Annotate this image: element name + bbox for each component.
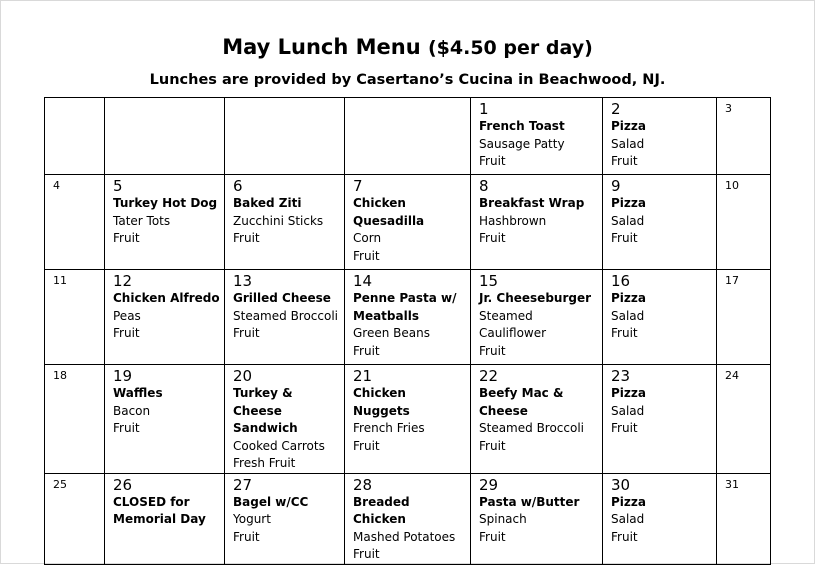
day-number: 17 xyxy=(725,274,739,287)
side-item: Fruit xyxy=(353,547,380,561)
side-item: French Fries xyxy=(353,421,425,435)
side-item: Fruit xyxy=(479,438,506,453)
side-item: Steamed Cauliflower xyxy=(479,308,547,340)
title-main: May Lunch Menu xyxy=(222,35,421,59)
side-item: Salad xyxy=(611,308,645,323)
side-item: Green Beans xyxy=(353,326,430,340)
saturday-cell xyxy=(717,365,771,474)
main-dish: Pizza xyxy=(611,196,646,210)
main-dish: Pizza xyxy=(611,119,646,133)
main-dish: CLOSED for Memorial Day xyxy=(113,494,206,526)
side-item: Fruit xyxy=(353,438,380,453)
side-item: Mashed Potatoes xyxy=(353,529,456,544)
day-number: 7 xyxy=(353,177,363,195)
week-row xyxy=(45,365,771,474)
day-cell xyxy=(105,270,225,365)
day-number: 18 xyxy=(53,369,67,382)
side-item: Fruit xyxy=(479,231,506,245)
menu-calendar xyxy=(44,97,771,565)
side-item: Yogurt xyxy=(233,512,271,526)
side-item: Fruit xyxy=(233,529,260,544)
side-item: Fruit xyxy=(233,326,260,340)
day-number: 24 xyxy=(725,369,739,382)
side-item: Fruit xyxy=(113,326,140,340)
side-item: Fruit xyxy=(611,154,638,168)
day-number: 27 xyxy=(233,475,253,494)
day-cell xyxy=(603,473,717,564)
main-dish: Chicken Quesadilla xyxy=(353,196,425,228)
day-number: 10 xyxy=(725,179,739,192)
sunday-cell xyxy=(45,473,105,564)
main-dish: Jr. Cheeseburger xyxy=(479,291,592,305)
day-cell xyxy=(345,175,471,270)
day-number: 22 xyxy=(479,367,499,385)
day-cell xyxy=(603,270,717,365)
day-cell xyxy=(225,98,345,175)
side-item: Fruit xyxy=(611,421,638,435)
day-cell xyxy=(105,365,225,474)
title-price: ($4.50 per day) xyxy=(428,37,593,59)
saturday-cell xyxy=(717,98,771,175)
sunday-cell xyxy=(45,175,105,270)
main-dish: French Toast xyxy=(479,119,565,133)
side-item: Hashbrown xyxy=(479,213,547,228)
main-dish: Turkey & Cheese Sandwich xyxy=(233,386,298,435)
side-item: Fruit xyxy=(479,154,506,168)
day-cell xyxy=(225,175,345,270)
day-cell xyxy=(225,270,345,365)
day-cell xyxy=(471,473,603,564)
side-item: Salad xyxy=(611,213,645,228)
week-row xyxy=(45,270,771,365)
main-dish: Pizza xyxy=(611,494,646,509)
side-item: Fruit xyxy=(611,231,638,245)
main-dish: Pizza xyxy=(611,291,646,305)
main-dish: Beefy Mac & Cheese xyxy=(479,386,564,418)
day-number: 23 xyxy=(611,367,631,385)
side-item: Zucchini Sticks xyxy=(233,213,324,228)
day-number: 11 xyxy=(53,274,67,287)
main-dish: Pizza xyxy=(611,386,646,400)
side-item: Spinach xyxy=(479,512,527,526)
day-number: 1 xyxy=(479,100,489,118)
side-item: Fruit xyxy=(353,343,380,358)
side-item: Fruit xyxy=(479,529,506,544)
sunday-cell xyxy=(45,365,105,474)
side-item: Fruit xyxy=(611,326,638,340)
main-dish: Breaded Chicken xyxy=(353,494,410,526)
side-item: Bacon xyxy=(113,403,151,418)
main-dish: Penne Pasta w/ Meatballs xyxy=(353,291,457,323)
side-item: Peas xyxy=(113,308,141,323)
day-number: 16 xyxy=(611,272,631,290)
side-item: Cooked Carrots xyxy=(233,438,325,453)
day-number: 28 xyxy=(353,475,373,494)
side-item: Salad xyxy=(611,136,645,151)
day-cell xyxy=(105,473,225,564)
day-number: 30 xyxy=(611,475,631,494)
day-cell xyxy=(471,365,603,474)
side-item: Steamed Broccoli xyxy=(233,308,339,323)
day-number xyxy=(53,100,100,102)
day-cell xyxy=(345,365,471,474)
sunday-cell xyxy=(45,270,105,365)
page-title xyxy=(0,34,815,61)
side-item: Fresh Fruit xyxy=(233,456,296,470)
main-dish: Pasta w/Butter xyxy=(479,494,580,509)
side-item: Fruit xyxy=(233,231,260,245)
day-cell xyxy=(105,98,225,175)
day-cell xyxy=(471,98,603,175)
page-subtitle: Lunches are provided by Casertano’s Cucina in Beachwood, NJ. xyxy=(149,72,666,88)
side-item: Fruit xyxy=(113,231,140,245)
side-item: Fruit xyxy=(479,343,506,358)
day-cell xyxy=(345,270,471,365)
day-number: 29 xyxy=(479,475,499,494)
day-number: 31 xyxy=(725,477,739,491)
day-cell xyxy=(345,98,471,175)
day-cell xyxy=(603,98,717,175)
week-row xyxy=(45,175,771,270)
main-dish: Grilled Cheese xyxy=(233,291,331,305)
week-row xyxy=(45,98,771,175)
day-number: 21 xyxy=(353,367,373,385)
day-number: 13 xyxy=(233,272,253,290)
day-number: 12 xyxy=(113,272,133,290)
day-number: 25 xyxy=(53,477,67,491)
day-number: 6 xyxy=(233,177,243,195)
main-dish: Breakfast Wrap xyxy=(479,196,585,210)
main-dish: Chicken Nuggets xyxy=(353,386,410,418)
day-number: 20 xyxy=(233,367,253,385)
side-item: Fruit xyxy=(113,421,140,435)
saturday-cell xyxy=(717,175,771,270)
saturday-cell xyxy=(717,270,771,365)
main-dish: Baked Ziti xyxy=(233,196,302,210)
side-item: Fruit xyxy=(611,529,638,544)
side-item: Tater Tots xyxy=(113,213,171,228)
day-number: 5 xyxy=(113,177,123,195)
day-cell xyxy=(603,365,717,474)
day-cell xyxy=(471,175,603,270)
day-cell xyxy=(345,473,471,564)
saturday-cell xyxy=(717,473,771,564)
day-cell xyxy=(105,175,225,270)
day-number: 14 xyxy=(353,272,373,290)
main-dish: Turkey Hot Dog xyxy=(113,196,218,210)
day-number: 9 xyxy=(611,177,621,195)
side-item: Steamed Broccoli xyxy=(479,421,585,435)
side-item: Corn xyxy=(353,231,382,245)
day-number: 19 xyxy=(113,367,133,385)
side-item: Salad xyxy=(611,403,645,418)
day-number: 4 xyxy=(53,179,60,192)
sunday-cell xyxy=(45,98,105,175)
main-dish: Waffles xyxy=(113,386,163,400)
day-cell xyxy=(225,473,345,564)
side-item: Fruit xyxy=(353,248,380,263)
day-number: 26 xyxy=(113,475,133,494)
day-number: 2 xyxy=(611,100,621,118)
day-number: 15 xyxy=(479,272,499,290)
day-cell xyxy=(471,270,603,365)
side-item: Sausage Patty xyxy=(479,136,565,151)
side-item: Salad xyxy=(611,512,645,526)
day-number: 8 xyxy=(479,177,489,195)
main-dish: Bagel w/CC xyxy=(233,494,309,509)
day-cell xyxy=(603,175,717,270)
day-number: 3 xyxy=(725,102,732,115)
main-dish: Chicken Alfredo xyxy=(113,291,220,305)
week-row xyxy=(45,473,771,564)
day-cell xyxy=(225,365,345,474)
